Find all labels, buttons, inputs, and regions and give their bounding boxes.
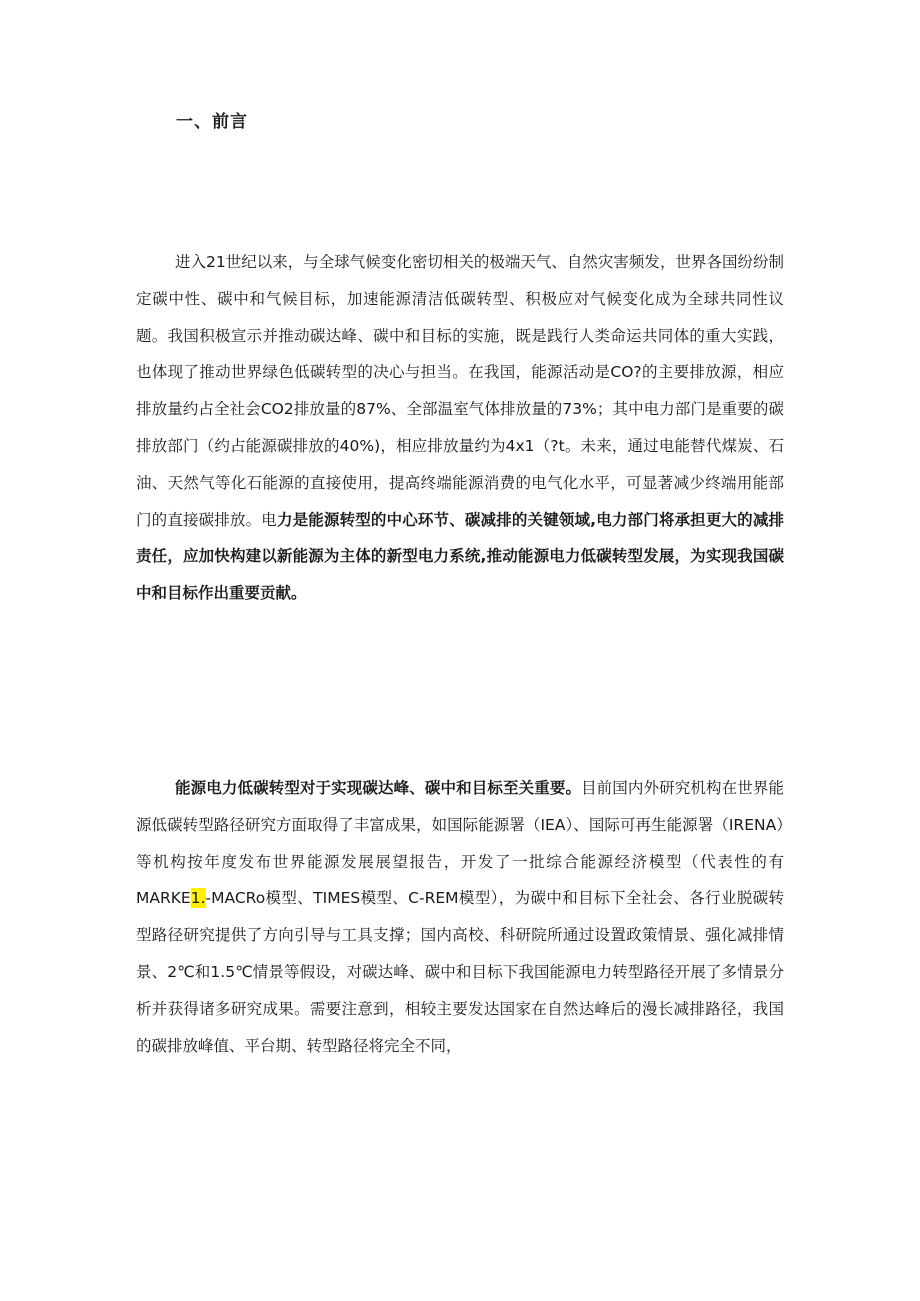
section-heading: 一、前言 — [176, 112, 248, 132]
paragraph-research — [136, 770, 784, 1064]
paragraph-intro-bold: 力是能源转型的中心环节、碳减排的关键领域,电力部门将承担更大的减排责任，应加快构建以新能源为主体的新型电力系统,推动能源电力低碳转型发展，为实现我国碳中和目标作出重要贡献。 — [136, 510, 784, 603]
paragraph-intro-text: 进入21世纪以来，与全球气候变化密切相关的极端天气、自然灾害频发，世界各国纷纷制定碳中性、碳中和气候目标，加速能源清洁低碳转型、积极应对气候变化成为全球共同性议题。我国积极宣示并推动碳达峰、碳中和目标的实施，既是践行人类命运共同体的重大实践，也体现了推动世界绿色低碳转型的决心与担当。在我国，能源活动是CO?的主要排放源，相应排放量约占全社会CO2排放量的87%、全部温室气体排放量的73%；其中电力部门是重要的碳排放部门（约占能源碳排放的40%)，相应排放量约为4x1（?t。未来，通过电能替代煤炭、石油、天然气等化石能源的直接使用，提高终端能源消费的电气化水平，可显著减少终端用能部门的直接碳排放。电 — [136, 253, 784, 529]
paragraph-research-text-b: -MACRo模型、TIMES模型、C-REM模型），为碳中和目标下全社会、各行业脱碳转型路径研究提供了方向引导与工具支撑；国内高校、科研院所通过设置政策情景、强化减排情景、2℃和1.5℃情景等假设，对碳达峰、碳中和目标下我国能源电力转型路径开展了多情景分析并获得诸多研究成果。需要注意到，相较主要发达国家在自然达峰后的漫长减排路径，我国的碳排放峰值、平台期、转型路径将完全不同， — [136, 889, 784, 1055]
highlighted-text: 1. — [190, 889, 206, 908]
paragraph-research-text-a: 目前国内外研究机构在世界能源低碳转型路径研究方面取得了丰富成果，如国际能源署（IEA）、国际可再生能源署（IRENA）等机构按年度发布世界能源发展展望报告，开发了一批综合能源经济模型（代表性的有MARKE — [136, 779, 784, 908]
paragraph-research-bold: 能源电力低碳转型对于实现碳达峰、碳中和目标至关重要。 — [175, 779, 582, 797]
paragraph-intro — [136, 244, 784, 612]
